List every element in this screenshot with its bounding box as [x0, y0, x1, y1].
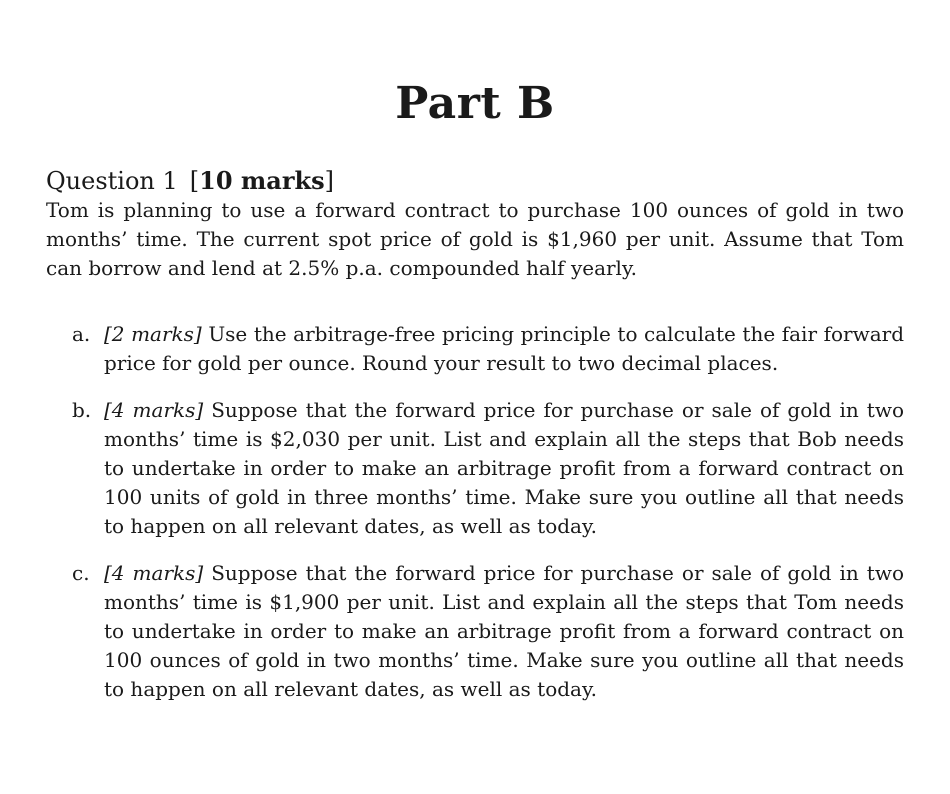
part-label: a.	[72, 322, 91, 346]
question-part-b	[46, 396, 904, 541]
part-marks: [2 marks]	[104, 322, 202, 346]
question-parts-list	[46, 320, 904, 722]
part-label: c.	[72, 561, 90, 585]
marks-open-bracket: [	[189, 167, 200, 195]
part-text: Suppose that the forward price for purchase or sale of gold in two months’ time is $2,030 per unit. List and explain all the steps that Bob needs to undertake in order to make an arbitrage profit from a forward contract on 100 units of gold in three months’ time. Make sure you outline all that needs to happen on all relevant dates, as well as today.	[104, 398, 904, 538]
part-text: Suppose that the forward price for purchase or sale of gold in two months’ time is $1,900 per unit. List and explain all the steps that Tom needs to undertake in order to make an arbitrage profit from a forward contract on 100 ounces of gold in two months’ time. Make sure you outline all that needs to happen on all relevant dates, as well as today.	[104, 561, 904, 701]
question-marks-text: 10 marks	[199, 166, 325, 195]
part-title: Part B	[395, 78, 555, 129]
question-heading	[46, 166, 904, 196]
question-part-c	[46, 559, 904, 704]
question-part-a	[46, 320, 904, 378]
marks-close-bracket: ]	[324, 167, 335, 195]
part-label: b.	[72, 398, 92, 422]
question-label: Question 1	[46, 167, 178, 195]
question-marks	[190, 167, 334, 195]
part-marks: [4 marks]	[104, 561, 204, 585]
part-text: Use the arbitrage-free pricing principle to calculate the fair forward price for gold per ounce. Round your result to two decimal places.	[104, 322, 904, 375]
part-marks: [4 marks]	[104, 398, 204, 422]
question-intro: Tom is planning to use a forward contract to purchase 100 ounces of gold in two months’ time. The current spot price of gold is $1,960 per unit. Assume that Tom can borrow and lend at 2.5% p.a. compounded half yearly.	[46, 198, 904, 280]
question-block	[46, 166, 904, 283]
